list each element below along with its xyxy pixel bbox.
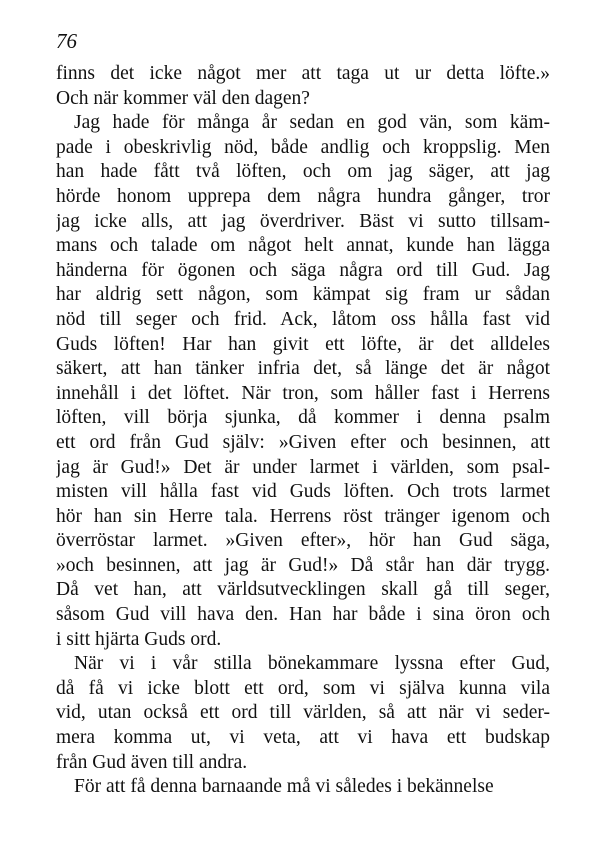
text-line: finns det icke något mer att taga ut ur detta löfte.» (56, 63, 550, 84)
text-line: löften, vill börja sjunka, då kommer i denna psalm (56, 407, 550, 429)
text-line: pade i obeskrivlig nöd, både andlig och kroppslig. Men (56, 136, 550, 158)
text-line: från Gud även till andra. (56, 751, 248, 773)
text-line: säkert, att han tänker infria det, så länge det är något (56, 358, 550, 380)
text-line: Då vet han, att världsutvecklingen skall gå till seger, (56, 579, 550, 601)
text-line: ett ord från Gud själv: »Given efter och besinnen, att (56, 431, 550, 453)
text-line: Jag hade för många år sedan en god vän, som käm- (74, 112, 550, 134)
body-text (56, 62, 550, 800)
text-line: händerna för ögonen och säga några ord till Gud. Jag (56, 259, 550, 281)
text-line: har aldrig sett någon, som kämpat sig fram ur sådan (56, 284, 550, 306)
text-line: då få vi icke blott ett ord, som vi själva kunna vila (56, 677, 550, 699)
text-line: han hade fått två löften, och om jag säger, att jag (56, 161, 550, 183)
text-line: »och besinnen, att jag är Gud!» Då står han där trygg. (56, 554, 550, 576)
text-line: misten vill hålla fast vid Guds löften. Och trots larmet (56, 481, 550, 503)
text-line: mera komma ut, vi veta, att vi hava ett budskap (56, 727, 550, 749)
text-line: nöd till seger och frid. Ack, låtom oss hålla fast vid (56, 308, 550, 330)
page-number: 76 (56, 29, 77, 53)
paragraph (56, 775, 550, 800)
text-line: i sitt hjärta Guds ord. (56, 628, 222, 650)
text-line: innehåll i det löftet. När tron, som håller fast i Herrens (56, 382, 550, 404)
text-line: Guds löften! Har han givit ett löfte, är det alldeles (56, 333, 550, 355)
text-line: vid, utan också ett ord till världen, så att när vi seder- (56, 702, 550, 724)
text-line: jag icke alls, att jag överdriver. Bäst vi sutto tillsam- (56, 210, 550, 232)
text-line: såsom Gud vill hava den. Han har både i sina öron och (56, 604, 550, 626)
text-line: mans och talade om något helt annat, kunde han lägga (56, 235, 550, 257)
text-line: Och när kommer väl den dagen? (56, 87, 310, 109)
paragraph (56, 62, 550, 111)
book-page (56, 28, 550, 800)
text-line: jag är Gud!» Det är under larmet i världen, som psal- (56, 456, 550, 478)
paragraph (56, 111, 550, 652)
text-line: När vi i vår stilla bönekammare lyssna efter Gud, (74, 653, 550, 675)
text-line: För att få denna barnaande må vi således i bekännelse (74, 776, 494, 798)
paragraph (56, 652, 550, 775)
text-line: överröstar larmet. »Given efter», hör han Gud säga, (56, 530, 550, 552)
text-line: hörde honom upprepa dem några hundra gånger, tror (56, 185, 550, 207)
text-line: hör han sin Herre tala. Herrens röst tränger igenom och (56, 505, 550, 527)
